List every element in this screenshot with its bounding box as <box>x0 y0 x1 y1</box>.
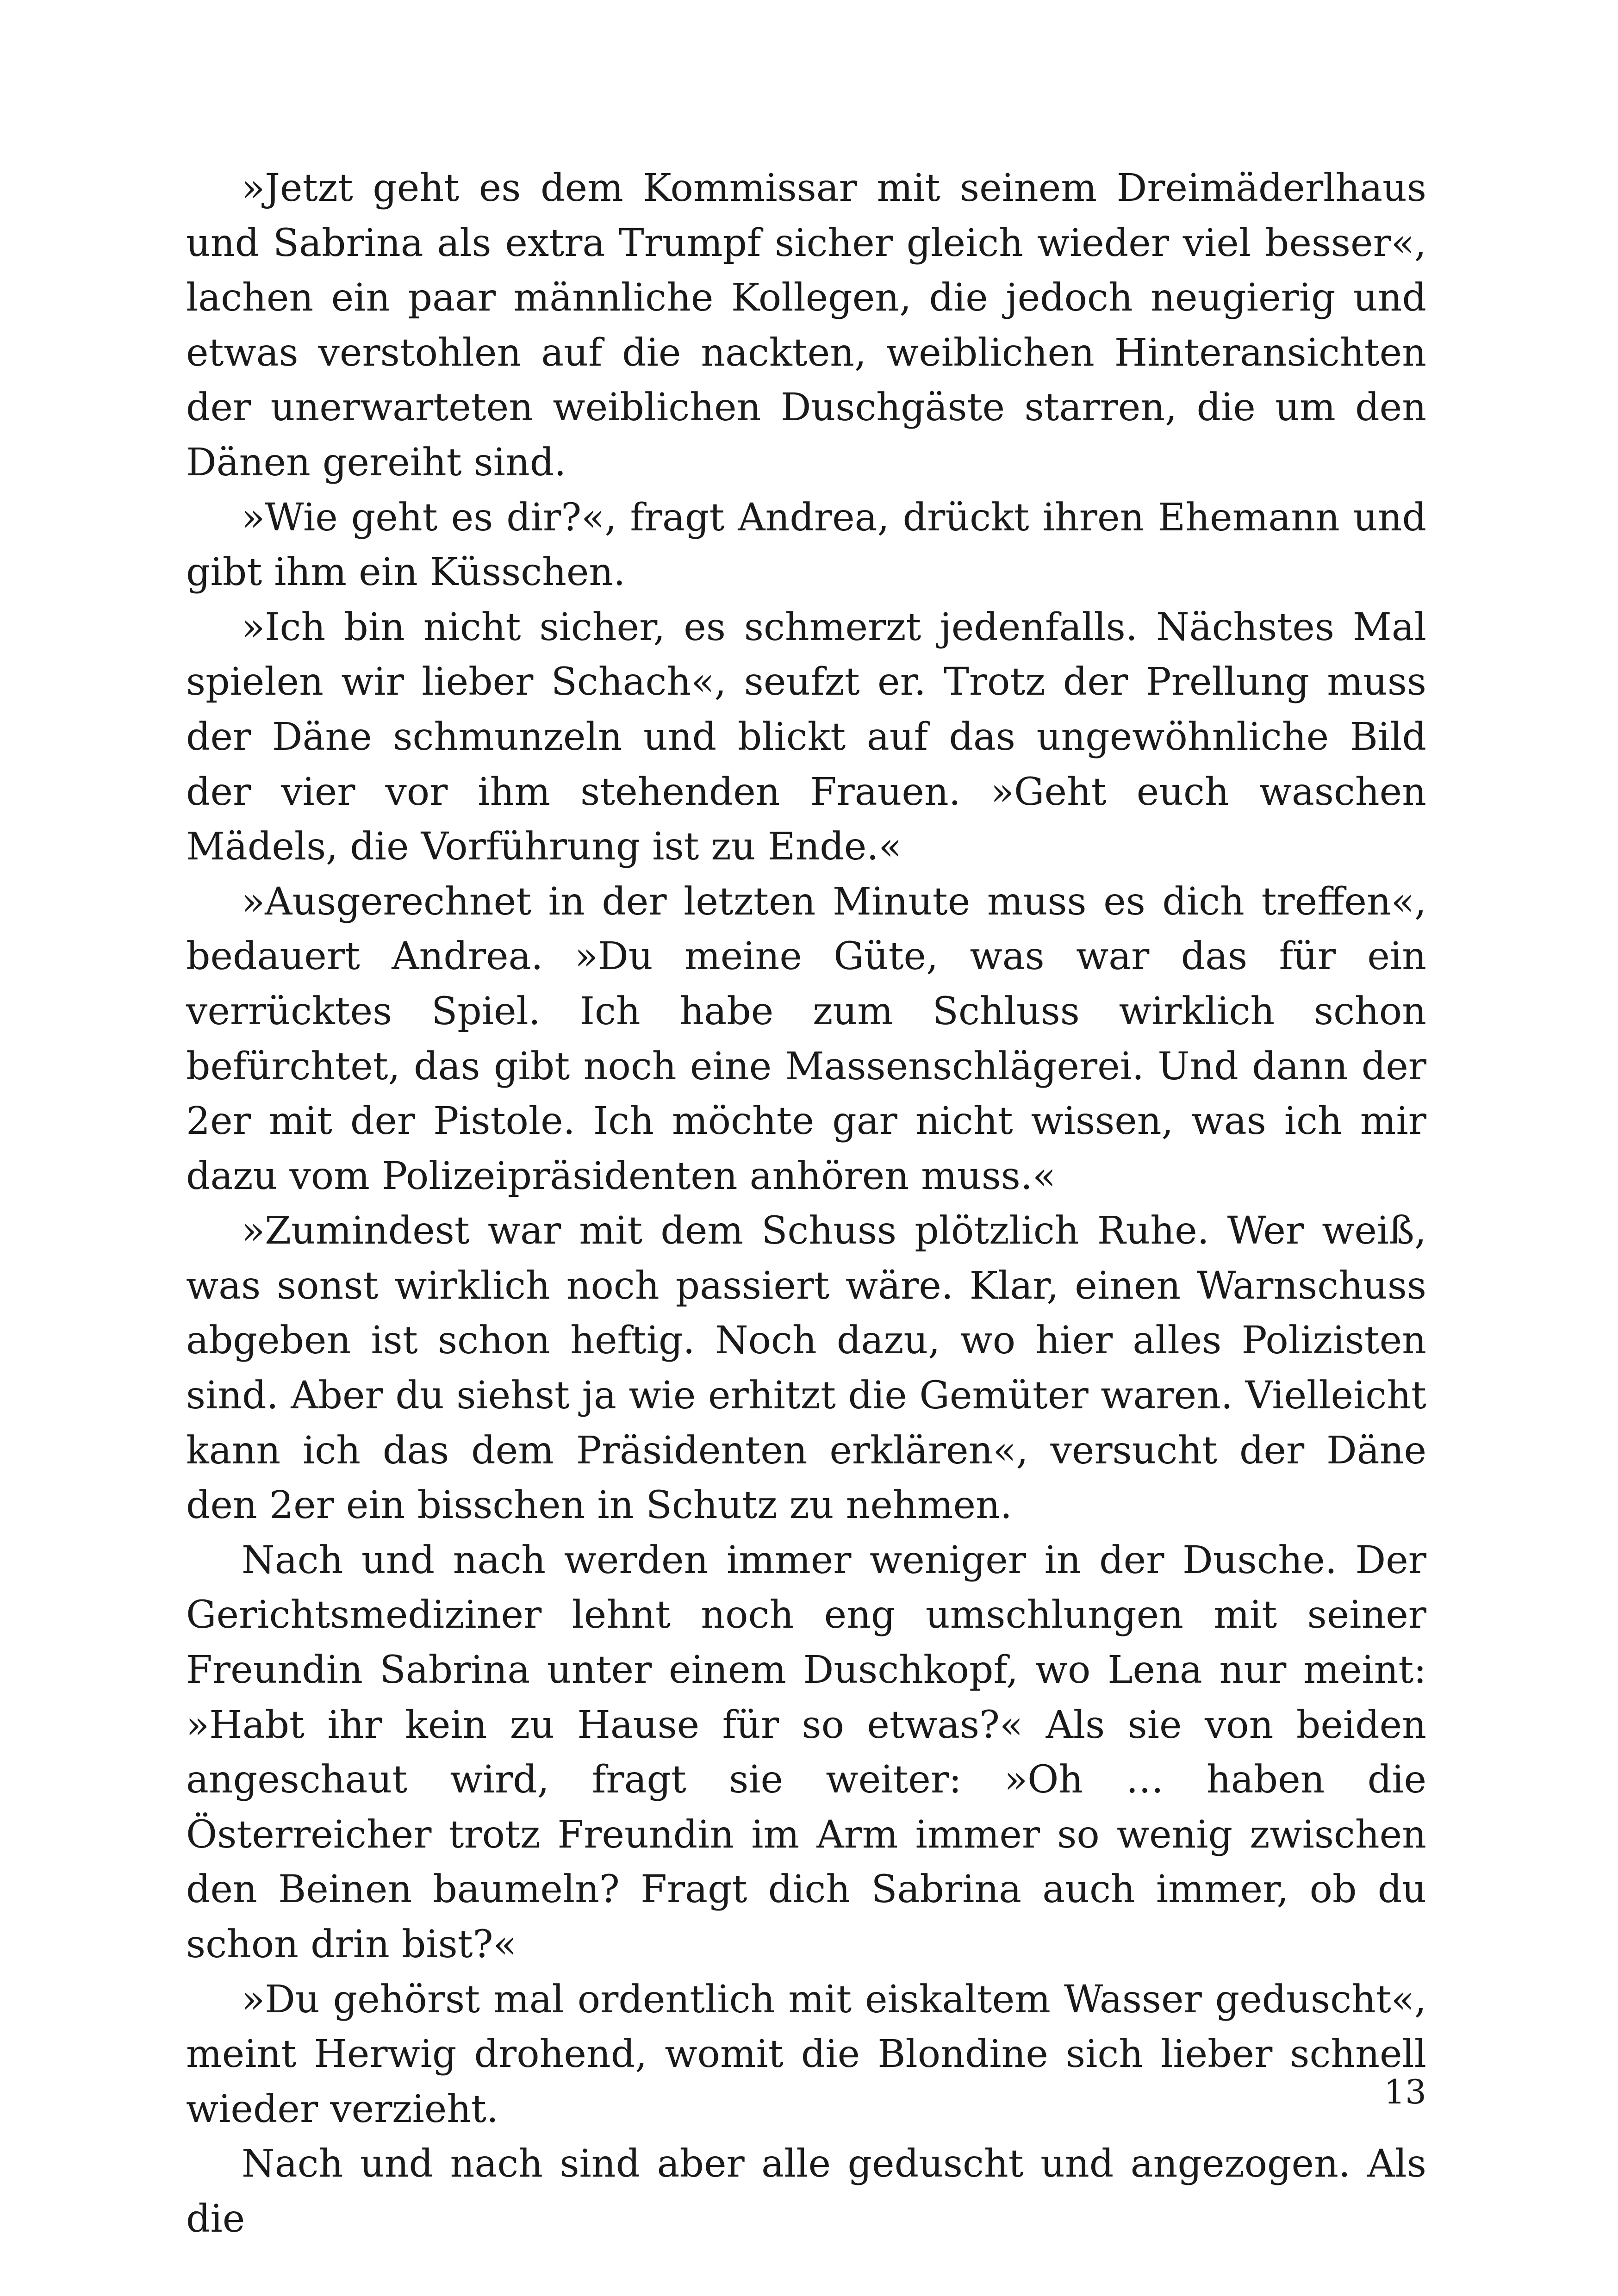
paragraph-6: Nach und nach werden immer weniger in der Dusche. Der Gerichtsmediziner lehnt noch eng umschlungen mit seiner Freundin Sabrina unter einem Duschkopf, wo Lena nur meint: »Habt ihr kein zu Hause für so etwas?« Als sie von beiden angeschaut wird, fragt sie weiter: »Oh … haben die Österreicher trotz Freundin im Arm immer so wenig zwischen den Beinen baumeln? Fragt dich Sabrina auch immer, ob du schon drin bist?« <box>186 1538 1426 1966</box>
paragraph-5: »Zumindest war mit dem Schuss plötzlich Ruhe. Wer weiß, was sonst wirklich noch passiert wäre. Klar, einen Warnschuss abgeben ist schon heftig. Noch dazu, wo hier alles Polizisten sind. Aber du siehst ja wie erhitzt die Gemüter waren. Vielleicht kann ich das dem Präsidenten erklären«, versucht der Däne den 2er ein bisschen in Schutz zu nehmen. <box>186 1209 1426 1528</box>
body-text <box>186 161 1426 2247</box>
paragraph-7: »Du gehörst mal ordentlich mit eiskaltem Wasser geduscht«, meint Herwig drohend, womit die Blondine sich lieber schnell wieder verzieht. <box>186 1977 1426 2131</box>
paragraph-1: »Jetzt geht es dem Kommissar mit seinem Dreimäderlhaus und Sabrina als extra Trumpf sicher gleich wieder viel besser«, lachen ein paar männliche Kollegen, die jedoch neugierig und etwas verstohlen auf die nackten, weiblichen Hinteransichten der unerwarteten weiblichen Duschgäste starren, die um den Dänen gereiht sind. <box>186 166 1426 485</box>
page-number: 13 <box>1384 2072 1426 2111</box>
paragraph-8: Nach und nach sind aber alle geduscht und angezogen. Als die <box>186 2142 1426 2241</box>
paragraph-2: »Wie geht es dir?«, fragt Andrea, drückt ihren Ehemann und gibt ihm ein Küsschen. <box>186 495 1426 595</box>
paragraph-4: »Ausgerechnet in der letzten Minute muss es dich treffen«, bedauert Andrea. »Du meine Güte, was war das für ein verrücktes Spiel. Ich habe zum Schluss wirklich schon befürchtet, das gibt noch eine Massenschlägerei. Und dann der 2er mit der Pistole. Ich möchte gar nicht wissen, was ich mir dazu vom Polizeipräsidenten anhören muss.« <box>186 879 1426 1198</box>
paragraph-3: »Ich bin nicht sicher, es schmerzt jedenfalls. Nächstes Mal spielen wir lieber Schach«, seufzt er. Trotz der Prellung muss der Däne schmunzeln und blickt auf das ungewöhnliche Bild der vier vor ihm stehenden Frauen. »Geht euch waschen Mädels, die Vorführung ist zu Ende.« <box>186 605 1426 869</box>
